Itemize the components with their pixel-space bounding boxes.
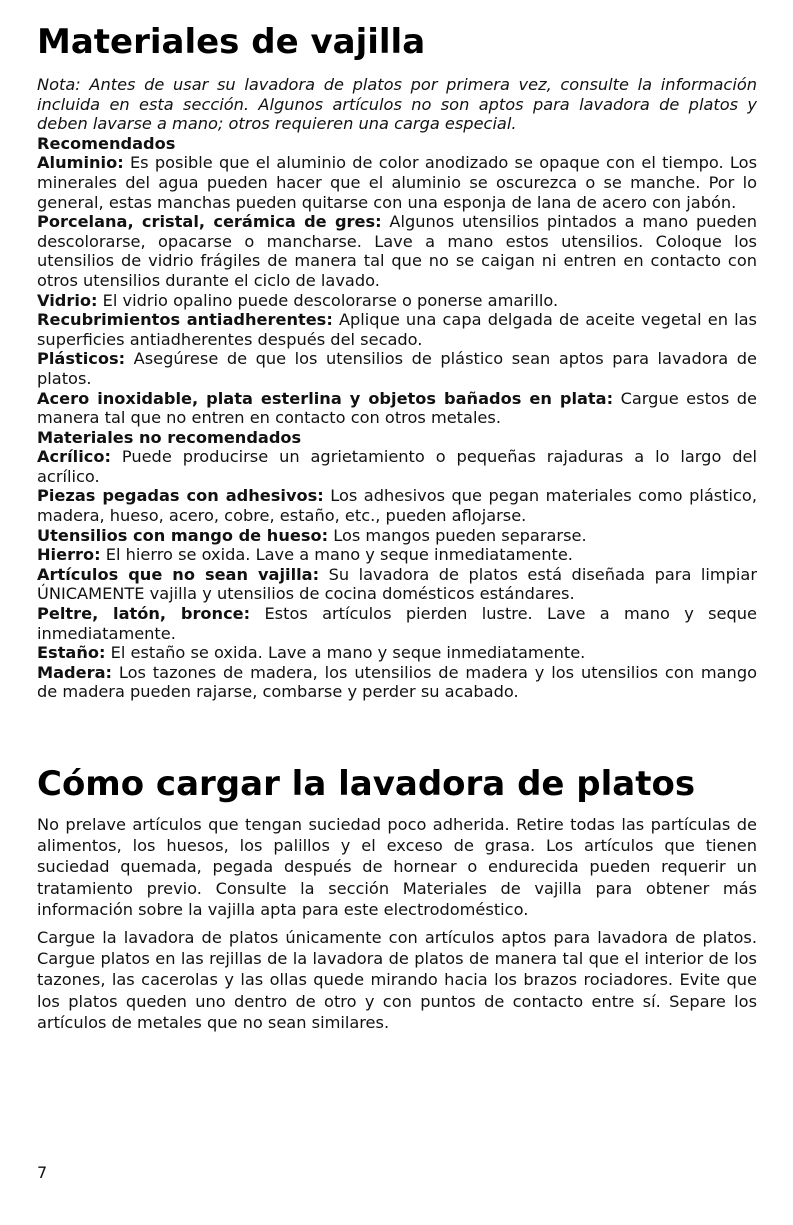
material-desc: El estaño se oxida. Lave a mano y seque inmediatamente. (105, 643, 586, 663)
material-desc: Los tazones de madera, los utensilios de madera y los utensilios con mango de madera pueden rajarse, combarse y perder su acabado. (37, 662, 757, 702)
material-term: Aluminio: (37, 153, 124, 173)
material-term: Estaño: (37, 643, 106, 663)
material-desc: Asegúrese de que los utensilios de plástico sean aptos para lavadora de platos. (37, 349, 757, 388)
material-desc: Cargue estos de manera tal que no entren en contacto con otros metales. (37, 388, 758, 428)
section-title-cargar: Cómo cargar la lavadora de platos (37, 764, 696, 804)
material-item (37, 643, 757, 663)
material-term: Acrílico: (37, 447, 111, 467)
note-text: Nota: Antes de usar su lavadora de platos por primera vez, consulte la información incluida en esta sección. Algunos artículos no son aptos para lavadora de platos y deben lavarse a mano; otros requieren una carga especial. (37, 75, 757, 134)
material-item (37, 486, 757, 525)
material-desc: El hierro se oxida. Lave a mano y seque inmediatamente. (100, 545, 573, 565)
material-desc: Los adhesivos que pegan materiales como plástico, madera, hueso, acero, cobre, estaño, etc., pueden aflojarse. (37, 486, 757, 526)
material-term: Plásticos: (37, 349, 126, 369)
material-item (37, 389, 757, 428)
material-term: Artículos que no sean vajilla: (37, 564, 320, 584)
material-item (37, 663, 757, 702)
material-item (37, 604, 757, 643)
material-item (37, 565, 757, 604)
material-desc: Su lavadora de platos está diseñada para limpiar ÚNICAMENTE vajilla y utensilios de cocina domésticos estándares. (37, 564, 757, 604)
material-desc: Los mangos pueden separarse. (328, 525, 587, 545)
section-materiales (37, 75, 757, 702)
material-term: Recubrimientos antiadherentes: (37, 310, 333, 330)
material-desc: Algunos utensilios pintados a mano pueden descolorarse, opacarse o mancharse. Lave a mano estos utensilios. Coloque los utensilios de vidrio frágiles de manera tal que no se caigan ni entren en contacto con otros utensilios durante el ciclo de lavado. (37, 212, 757, 290)
page-number: 7 (37, 1163, 48, 1182)
material-term: Utensilios con mango de hueso: (37, 525, 329, 545)
material-desc: Es posible que el aluminio de color anodizado se opaque con el tiempo. Los minerales del agua pueden hacer que el aluminio se oscurezca o se manche. Por lo general, estas manchas pueden quitarse con una esponja de lana de acero con jabón. (37, 153, 757, 212)
material-item (37, 212, 757, 290)
material-item (37, 526, 757, 546)
material-desc: Puede producirse un agrietamiento o pequeñas rajaduras a lo largo del acrílico. (37, 447, 757, 486)
material-term: Vidrio: (37, 290, 98, 310)
material-item (37, 153, 757, 212)
material-item (37, 310, 757, 349)
recommended-heading: Recomendados (37, 133, 176, 153)
material-term: Hierro: (37, 545, 101, 565)
material-desc: Estos artículos pierden lustre. Lave a mano y seque inmediatamente. (37, 604, 757, 643)
body-paragraph: No prelave artículos que tengan suciedad poco adherida. Retire todas las partículas de alimentos, los huesos, los palillos y el exceso de grasa. Los artículos que tienen suciedad quemada, pegada después de hornear o endurecida pueden requerir un tratamiento previo. Consulte la sección Materiales de vajilla para obtener más información sobre la vajilla apta para este electrodoméstico. (37, 815, 757, 919)
material-term: Acero inoxidable, plata esterlina y objetos bañados en plata: (37, 388, 614, 408)
section-title-materiales: Materiales de vajilla (37, 22, 426, 62)
section-cargar (37, 814, 757, 1040)
not-recommended-heading: Materiales no recomendados (37, 427, 302, 447)
material-desc: Aplique una capa delgada de aceite vegetal en las superficies antiadherentes después del secado. (37, 310, 757, 349)
material-item (37, 291, 757, 311)
material-item (37, 447, 757, 486)
body-paragraph: Cargue la lavadora de platos únicamente con artículos aptos para lavadora de platos. Cargue platos en las rejillas de la lavadora de platos de manera tal que el interior de los tazones, las cacerolas y las ollas quede mirando hacia los brazos rociadores. Evite que los platos queden uno dentro de otro y con puntos de contacto entre sí. Separe los artículos de metales que no sean similares. (37, 928, 757, 1032)
material-item (37, 349, 757, 388)
material-term: Porcelana, cristal, cerámica de gres: (37, 212, 382, 232)
material-item (37, 545, 757, 565)
material-term: Piezas pegadas con adhesivos: (37, 486, 324, 506)
material-term: Madera: (37, 662, 112, 682)
material-term: Peltre, latón, bronce: (37, 604, 251, 624)
material-desc: El vidrio opalino puede descolorarse o ponerse amarillo. (97, 290, 559, 310)
